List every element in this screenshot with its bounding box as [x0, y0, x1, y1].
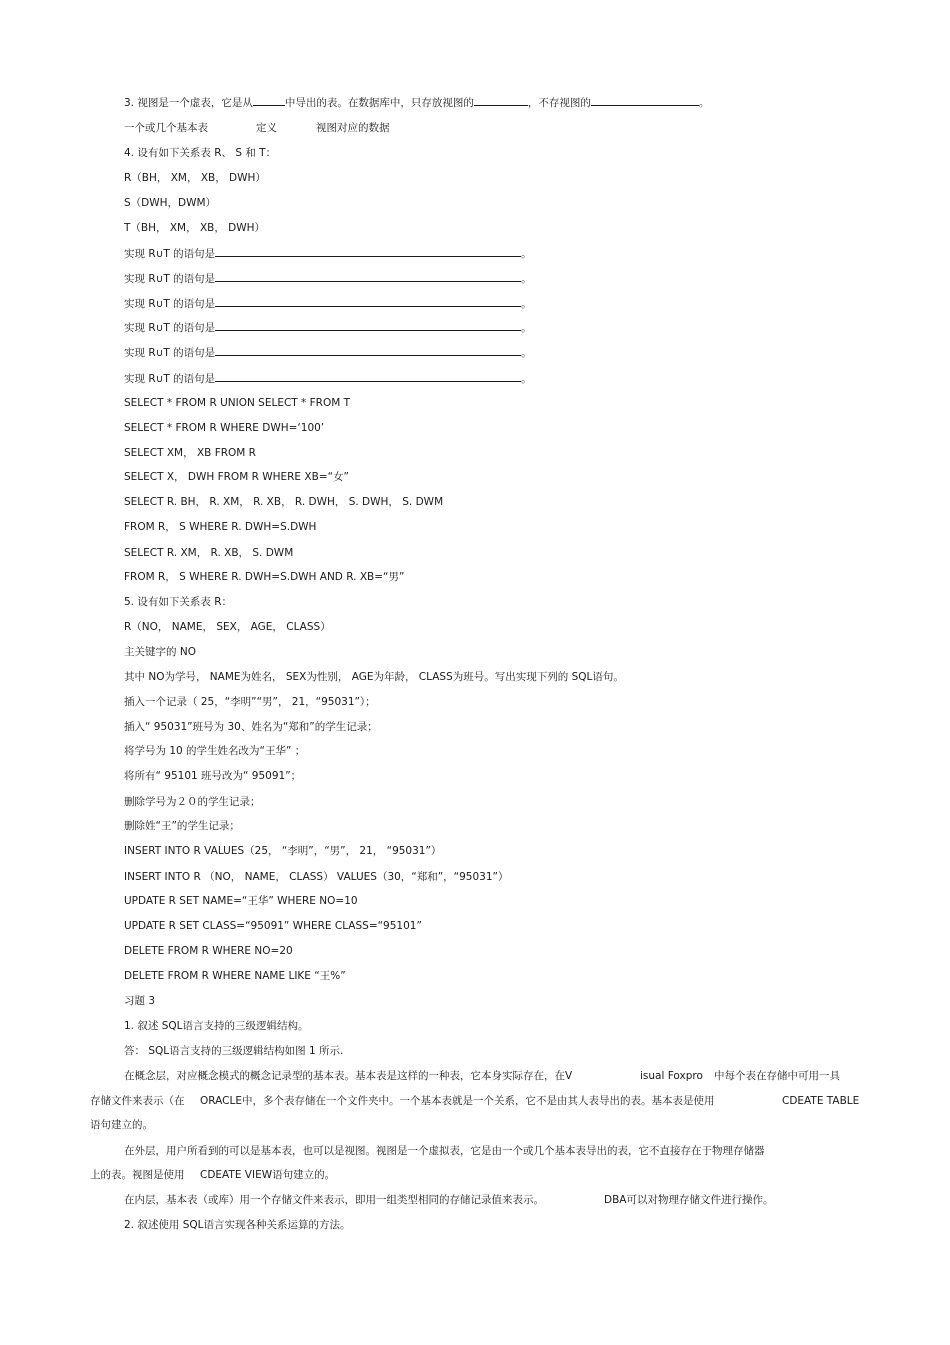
q5-description: 其中 NO为学号， NAME为姓名， SEX为性别， AGE为年龄， CLASS为班号。写出实现下列的 SQL语句。	[124, 671, 624, 683]
q5-task-line: 插入“ 95031”班号为 30、姓名为“郑和”的学生记录；	[124, 721, 378, 733]
q3-answer-1: 一个或几个基本表	[124, 122, 208, 134]
q4-stmt-blank	[215, 320, 521, 331]
paragraph-conceptual-a: 在概念层，对应概念模式的概念记录型的基本表。基本表是这样的一种表，它本身实际存在，在V	[124, 1070, 573, 1082]
q4-stmt-line	[124, 371, 532, 386]
q4-stmt-blank	[215, 371, 521, 382]
q5-answer-line: DELETE FROM R WHERE NO=20	[124, 945, 293, 957]
q3-answer-3: 视图对应的数据	[316, 122, 390, 134]
q4-intro: 4. 设有如下关系表 R、 S 和 T：	[124, 147, 277, 159]
q5-relation-r: R（NO， NAME， SEX， AGE， CLASS）	[124, 621, 331, 633]
q4-relation-r: R（BH， XM， XB， DWH）	[124, 172, 266, 184]
q4-stmt-end: 。	[521, 347, 532, 359]
q5-answer-line: INSERT INTO R （NO， NAME， CLASS） VALUES（30，“郑和”，“95031”）	[124, 871, 509, 883]
q5-task-line: 将所有“ 95101 班号改为“ 95091”；	[124, 770, 302, 782]
q4-answer-line: SELECT * FROM R WHERE DWH=‘100’	[124, 422, 325, 434]
paragraph-external-c: CDEATE VIEW语句建立的。	[200, 1169, 336, 1181]
q4-relation-s: S（DWH，DWM）	[124, 197, 217, 209]
paragraph-external-b: 上的表。视图是使用	[90, 1169, 185, 1181]
q4-answer-line: SELECT XM， XB FROM R	[124, 447, 256, 459]
q4-answer-line: SELECT * FROM R UNION SELECT * FROM T	[124, 397, 351, 409]
q5-answer-line: UPDATE R SET NAME=“王华” WHERE NO=10	[124, 895, 358, 907]
q4-relation-t: T（BH， XM， XB， DWH）	[124, 222, 266, 234]
paragraph-internal-a: 在内层，基本表（或库）用一个存储文件来表示，即用一组类型相同的存储记录值来表示。	[124, 1194, 544, 1206]
q4-stmt-end: 。	[521, 248, 532, 260]
q3-text-4: 。	[698, 97, 710, 109]
q3-text-2: 中导出的表。在数据库中，只存放视图的	[284, 97, 474, 109]
q4-stmt-blank	[215, 345, 521, 356]
q3-text-3: ，不存视图的	[527, 97, 591, 109]
paragraph-conceptual-e: ORACLE中，多个表存储在一个文件夹中。一个基本表就是一个关系，它不是由其人表导出的表。基本表是使用	[200, 1095, 715, 1107]
q4-stmt-blank	[215, 246, 521, 257]
q4-stmt-blank	[215, 296, 521, 307]
q4-stmt-label: 实现 R∪T 的语句是	[124, 373, 216, 385]
paragraph-conceptual-c: 中每个表在存储中可用一具	[714, 1070, 840, 1082]
q4-stmt-line	[124, 271, 532, 286]
q4-stmt-line	[124, 345, 532, 360]
q3-line	[124, 95, 709, 110]
paragraph-conceptual-g: 语句建立的。	[90, 1119, 153, 1131]
q4-stmt-end: 。	[521, 273, 532, 285]
paragraph-conceptual-f: CDEATE TABLE	[782, 1095, 860, 1107]
q3-blank-1	[253, 95, 285, 106]
q5-intro: 5. 设有如下关系表 R：	[124, 596, 232, 608]
q4-stmt-label: 实现 R∪T 的语句是	[124, 322, 216, 334]
paragraph-internal-b: DBA可以对物理存储文件进行操作。	[604, 1194, 774, 1206]
q4-stmt-end: 。	[521, 322, 532, 334]
exercise-heading: 习题 3	[124, 995, 156, 1007]
paragraph-conceptual-d: 存储文件来表示（在	[90, 1095, 185, 1107]
q4-stmt-line	[124, 320, 532, 335]
q3-blank-3	[591, 95, 699, 106]
q4-stmt-blank	[215, 271, 521, 282]
q5-task-line: 删除姓“王”的学生记录；	[124, 820, 240, 832]
q4-stmt-label: 实现 R∪T 的语句是	[124, 347, 216, 359]
paragraph-external-a: 在外层，用户所看到的可以是基本表，也可以是视图。视图是一个虚拟表，它是由一个或几个基本表导出的表，它不直接存在于物理存储器	[124, 1145, 765, 1157]
q4-stmt-label: 实现 R∪T 的语句是	[124, 248, 216, 260]
q4-stmt-line	[124, 296, 532, 311]
exercise-question-1: 1. 叙述 SQL语言支持的三级逻辑结构。	[124, 1020, 309, 1032]
q5-answer-line: INSERT INTO R VALUES（25， “李明”，“男”， 21， “95031”）	[124, 845, 442, 857]
q3-answer-2: 定义	[256, 122, 277, 134]
q4-stmt-end: 。	[521, 298, 532, 310]
exercise-question-2: 2. 叙述使用 SQL语言实现各种关系运算的方法。	[124, 1219, 351, 1231]
q4-answer-line: SELECT X， DWH FROM R WHERE XB=“女”	[124, 471, 349, 483]
q5-answer-line: UPDATE R SET CLASS=“95091” WHERE CLASS=“95101”	[124, 920, 422, 932]
q5-task-line: 插入一个记录（ 25，“李明”“男”， 21，“95031”）；	[124, 696, 376, 708]
q5-primary-key: 主关键字的 NO	[124, 646, 196, 658]
q4-stmt-line	[124, 246, 532, 261]
q4-answer-line: SELECT R. BH， R. XM， R. XB， R. DWH， S. DWH， S. DWM	[124, 496, 444, 508]
q4-answer-line: SELECT R. XM， R. XB， S. DWM	[124, 547, 294, 559]
q5-task-line: 将学号为 10 的学生姓名改为“王华” ；	[124, 745, 306, 757]
q4-stmt-label: 实现 R∪T 的语句是	[124, 273, 216, 285]
q5-answer-line: DELETE FROM R WHERE NAME LIKE “王%”	[124, 970, 346, 982]
q4-answer-line: FROM R， S WHERE R. DWH=S.DWH	[124, 521, 317, 533]
q5-task-line: 删除学号为２０的学生记录；	[124, 796, 261, 808]
exercise-answer-intro: 答： SQL语言支持的三级逻辑结构如图 1 所示.	[124, 1045, 344, 1057]
q3-blank-2	[474, 95, 528, 106]
q4-stmt-label: 实现 R∪T 的语句是	[124, 298, 216, 310]
paragraph-conceptual-b: isual Foxpro	[640, 1070, 703, 1082]
q4-answer-line: FROM R， S WHERE R. DWH=S.DWH AND R. XB=“男”	[124, 571, 405, 583]
q4-stmt-end: 。	[521, 373, 532, 385]
q3-text-1: 3. 视图是一个虚表，它是从	[124, 97, 253, 109]
